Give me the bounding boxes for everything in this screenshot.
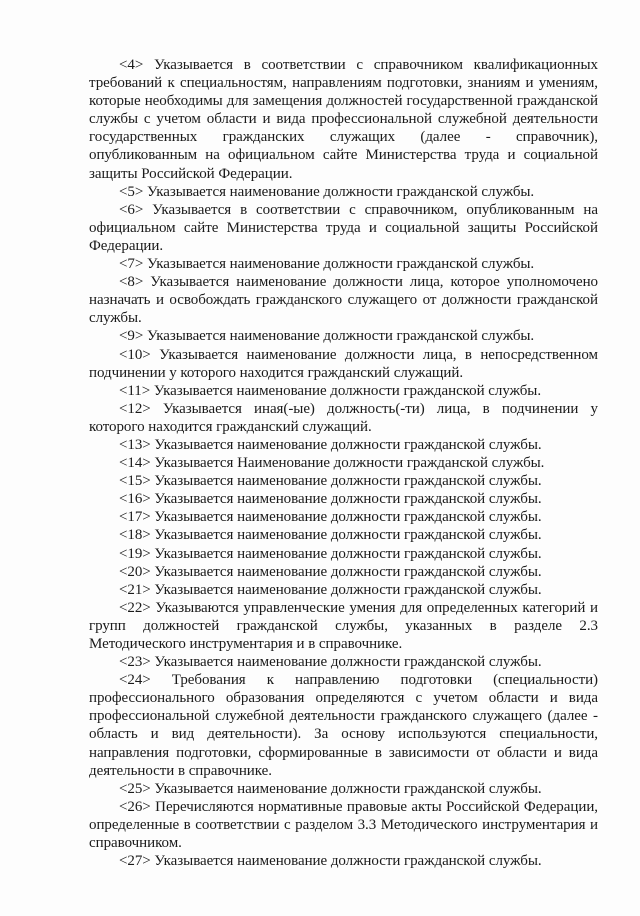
footnote-27: <27> Указывается наименование должности гражданской службы. xyxy=(119,853,542,870)
footnote-4: <4> Указывается в соответствии с справочником квалификационных требований к специальностям, направлениям подготовки, знаниям и умениям, которые необходимы для замещения должностей государственной гражданской службы с учетом области и вида профессиональной служебной деятельности государственных гражданских служащих (далее - справочник), опубликованным на официальном сайте Министерства труда и социальной защиты Российской Федерации. xyxy=(89,57,598,182)
footnote-19: <19> Указывается наименование должности гражданской службы. xyxy=(119,545,542,562)
footnote-6: <6> Указывается в соответствии с справочником, опубликованным на официальном сайте Министерства труда и социальной защиты Российской Федерации. xyxy=(89,201,598,254)
footnote-8: <8> Указывается наименование должности лица, которое уполномочено назначать и освобождать гражданского служащего от должности гражданской службы. xyxy=(89,274,598,327)
footnote-11: <11> Указывается наименование должности гражданской службы. xyxy=(119,382,542,399)
footnote-21: <21> Указывается наименование должности гражданской службы. xyxy=(119,581,542,598)
footnote-17: <17> Указывается наименование должности гражданской службы. xyxy=(119,509,542,526)
footnote-16: <16> Указывается наименование должности гражданской службы. xyxy=(119,491,542,508)
footnote-14: <14> Указывается Наименование должности гражданской службы. xyxy=(119,455,545,472)
footnotes-block xyxy=(89,56,598,870)
footnote-26: <26> Перечисляются нормативные правовые акты Российской Федерации, определенные в соответствии с разделом 3.3 Методического инструментария и справочником. xyxy=(89,798,598,852)
footnote-7: <7> Указывается наименование должности гражданской службы. xyxy=(119,256,535,273)
footnote-25: <25> Указывается наименование должности гражданской службы. xyxy=(119,780,542,797)
footnote-9: <9> Указывается наименование должности гражданской службы. xyxy=(119,328,535,345)
footnote-23: <23> Указывается наименование должности гражданской службы. xyxy=(119,654,542,671)
footnote-10: <10> Указывается наименование должности лица, в непосредственном подчинении у которого находится гражданский служащий. xyxy=(89,346,598,381)
footnote-5: <5> Указывается наименование должности гражданской службы. xyxy=(119,183,535,200)
footnote-12: <12> Указывается иная(-ые) должность(-ти) лица, в подчинении у которого находится гражданский служащий. xyxy=(89,400,598,435)
footnote-18: <18> Указывается наименование должности гражданской службы. xyxy=(119,527,542,544)
footnote-24: <24> Требования к направлению подготовки (специальности) профессионального образования определяются с учетом области и вида профессиональной служебной деятельности гражданского служащего (далее - область и вид деятельности). За основу используются специальности, направления подготовки, сформированные в зависимости от области и вида деятельности в справочнике. xyxy=(89,672,598,779)
footnote-22: <22> Указываются управленческие умения для определенных категорий и групп должностей гражданской службы, указанных в разделе 2.3 Методического инструментария и в справочнике. xyxy=(89,599,598,652)
footnote-13: <13> Указывается наименование должности гражданской службы. xyxy=(119,436,542,453)
footnote-15: <15> Указывается наименование должности гражданской службы. xyxy=(119,473,542,490)
footnote-20: <20> Указывается наименование должности гражданской службы. xyxy=(119,563,542,580)
